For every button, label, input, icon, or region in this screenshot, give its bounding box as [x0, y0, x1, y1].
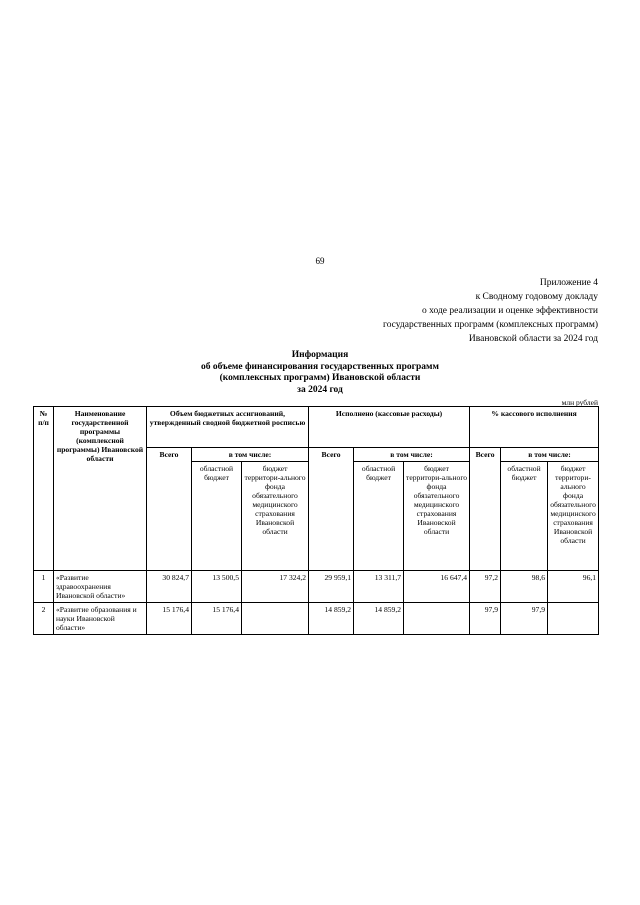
cell-pct-regional: 97,9 — [501, 603, 548, 635]
header-pct-fund: бюджет территори-ального фонда обязательного медицинского страхования Ивановской области — [548, 462, 599, 571]
cell-exe-total: 14 859,2 — [309, 603, 354, 635]
cell-pct-fund: 96,1 — [548, 571, 599, 603]
cell-exe-regional: 14 859,2 — [354, 603, 404, 635]
cell-exe-fund: 16 647,4 — [404, 571, 470, 603]
header-vol-regional: областной бюджет — [192, 462, 242, 571]
cell-vol-total: 30 824,7 — [147, 571, 192, 603]
page-number: 69 — [315, 256, 325, 266]
cell-vol-regional: 15 176,4 — [192, 603, 242, 635]
financing-table — [33, 406, 599, 635]
appendix-line: Приложение 4 — [539, 278, 598, 288]
header-vol-including: в том числе: — [192, 448, 309, 462]
cell-vol-fund — [242, 603, 309, 635]
cell-pct-fund — [548, 603, 599, 635]
appendix-line: к Сводному годовому докладу — [475, 292, 598, 302]
units-label: млн рублей — [561, 398, 598, 407]
header-pct-regional: областной бюджет — [501, 462, 548, 571]
appendix-note — [383, 276, 598, 346]
row-program-name: «Развитие здравоохранения Ивановской области» — [54, 571, 147, 603]
header-name: Наименование государственной программы (комплексной программы) Ивановской области — [54, 407, 147, 571]
cell-exe-fund — [404, 603, 470, 635]
cell-exe-total: 29 959,1 — [309, 571, 354, 603]
row-program-name: «Развитие образования и науки Ивановской области» — [54, 603, 147, 635]
cell-vol-fund: 17 324,2 — [242, 571, 309, 603]
appendix-line: о ходе реализации и оценке эффективности — [421, 306, 598, 316]
cell-pct-total: 97,2 — [470, 571, 501, 603]
cell-exe-regional: 13 311,7 — [354, 571, 404, 603]
cell-vol-total: 15 176,4 — [147, 603, 192, 635]
header-exe-fund: бюджет территори-ального фонда обязательного медицинского страхования Ивановской области — [404, 462, 470, 571]
header-pct-total: Всего — [470, 448, 501, 571]
header-executed: Исполнено (кассовые расходы) — [309, 407, 470, 448]
cell-pct-regional: 98,6 — [501, 571, 548, 603]
title-line: Информация — [291, 350, 349, 360]
document-title — [0, 350, 640, 396]
header-vol-fund: бюджет территори-ального фонда обязательного медицинского страхования Ивановской области — [242, 462, 309, 571]
title-line: за 2024 год — [297, 384, 343, 395]
row-num: 2 — [34, 603, 54, 635]
header-percent: % кассового исполнения — [470, 407, 599, 448]
cell-vol-regional: 13 500,5 — [192, 571, 242, 603]
table-row — [34, 571, 599, 603]
appendix-line: Ивановской области за 2024 год — [468, 334, 598, 344]
header-volume: Объем бюджетных ассигнований, утвержденный сводной бюджетной росписью — [147, 407, 309, 448]
header-exe-regional: областной бюджет — [354, 462, 404, 571]
appendix-line: государственных программ (комплексных программ) — [383, 320, 598, 330]
row-num: 1 — [34, 571, 54, 603]
header-pct-including: в том числе: — [501, 448, 599, 462]
title-line: (комплексных программ) Ивановской области — [219, 373, 421, 383]
header-exe-total: Всего — [309, 448, 354, 571]
header-num: № п/п — [34, 407, 54, 571]
cell-pct-total: 97,9 — [470, 603, 501, 635]
header-exe-including: в том числе: — [354, 448, 470, 462]
header-vol-total: Всего — [147, 448, 192, 571]
table-row — [34, 603, 599, 635]
title-line: об объеме финансирования государственных программ — [201, 361, 439, 372]
